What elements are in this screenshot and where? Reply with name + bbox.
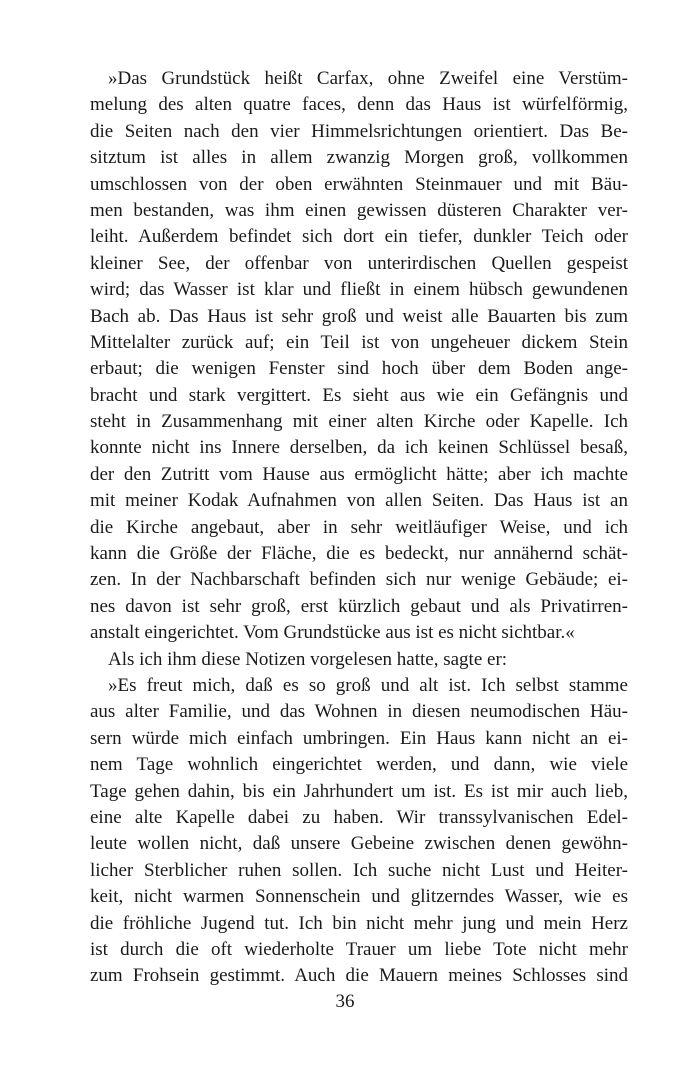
text-line: steht in Zusammenhang mit einer alten Kirche oder Kapelle. Ich (90, 411, 628, 433)
text-line: umschlossen von der oben erwähnten Steinmauer und mit Bäu- (90, 173, 628, 195)
text-line: zum Frohsein gestimmt. Auch die Mauern meines Schlosses sind (90, 965, 628, 987)
text-line: die Kirche angebaut, aber in sehr weitläufiger Weise, und ich (90, 516, 628, 538)
text-line: eine alte Kapelle dabei zu haben. Wir transsylvanischen Edel- (90, 806, 628, 828)
text-line: der den Zutritt vom Hause aus ermöglicht hätte; aber ich machte (90, 463, 628, 485)
text-line: nes davon ist sehr groß, erst kürzlich gebaut und als Privatirren- (90, 595, 628, 617)
text-line: zen. In der Nachbarschaft befinden sich nur wenige Gebäude; ei- (90, 569, 628, 591)
text-line: wird; das Wasser ist klar und fließt in einem hübsch gewundenen (90, 279, 628, 301)
text-line: die fröhliche Jugend tut. Ich bin nicht mehr jung und mein Herz (90, 912, 628, 934)
text-line: Tage gehen dahin, bis ein Jahrhundert um ist. Es ist mir auch lieb, (90, 780, 628, 802)
body-text (90, 66, 628, 990)
page-number: 36 (335, 991, 355, 1012)
text-line: leute wollen nicht, daß unsere Gebeine zwischen denen gewöhn- (90, 833, 628, 855)
text-line: erbaut; die wenigen Fenster sind hoch über dem Boden ange- (90, 358, 628, 380)
text-line: »Das Grundstück heißt Carfax, ohne Zweifel eine Verstüm- (108, 68, 628, 89)
text-line: nem Tage wohnlich eingerichtet werden, und dann, wie viele (90, 754, 628, 776)
text-line: »Es freut mich, daß es so groß und alt ist. Ich selbst stamme (108, 674, 628, 696)
text-line: kann die Größe der Fläche, die es bedeckt, nur annähernd schät- (90, 543, 628, 565)
text-line: konnte nicht ins Innere derselben, da ich keinen Schlüssel besaß, (90, 437, 628, 459)
text-line: kleiner See, der offenbar von unterirdischen Quellen gespeist (90, 252, 628, 274)
text-line: Bach ab. Das Haus ist sehr groß und weist alle Bauarten bis zum (90, 305, 628, 327)
text-line: men bestanden, was ihm einen gewissen düsteren Charakter ver- (90, 199, 628, 221)
text-line: sitztum ist alles in allem zwanzig Morgen groß, vollkommen (90, 147, 628, 169)
text-line: Mittelalter zurück auf; ein Teil ist von ungeheuer dickem Stein (90, 331, 628, 353)
text-line: Als ich ihm diese Notizen vorgelesen hatte, sagte er: (108, 648, 508, 670)
text-line: mit meiner Kodak Aufnahmen von allen Seiten. Das Haus ist an (90, 490, 628, 512)
text-line: bracht und stark vergittert. Es sieht aus wie ein Gefängnis und (90, 384, 628, 406)
text-line: ist durch die oft wiederholte Trauer um liebe Tote nicht mehr (90, 938, 628, 960)
text-line: licher Sterblicher ruhen sollen. Ich suche nicht Lust und Heiter- (90, 859, 628, 881)
text-line: melung des alten quatre faces, denn das Haus ist würfelförmig, (90, 94, 628, 116)
text-line: sern würde mich einfach umbringen. Ein Haus kann nicht an ei- (90, 727, 628, 749)
text-line: aus alter Familie, und das Wohnen in diesen neumodischen Häu- (90, 701, 628, 723)
text-line: die Seiten nach den vier Himmelsrichtungen orientiert. Das Be- (90, 120, 628, 142)
text-line: leiht. Außerdem befindet sich dort ein tiefer, dunkler Teich oder (90, 226, 628, 248)
text-line: anstalt eingerichtet. Vom Grundstücke aus ist es nicht sichtbar.« (90, 622, 575, 644)
text-line: keit, nicht warmen Sonnenschein und glitzerndes Wasser, wie es (90, 886, 628, 908)
